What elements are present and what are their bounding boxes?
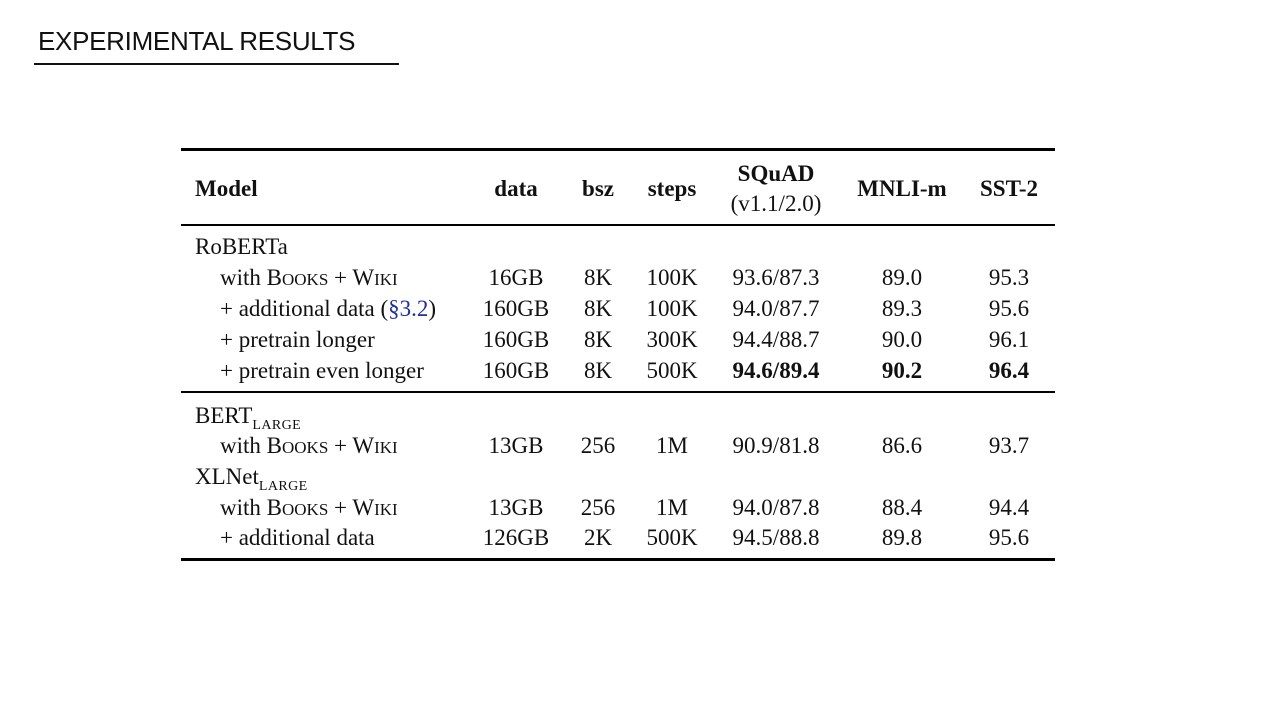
cell-mnli: 89.3 (881, 296, 923, 321)
cell-data: 16GB (488, 265, 544, 290)
row-label: + additional data (§3.2) (220, 296, 437, 321)
cell-steps: 500K (646, 358, 698, 383)
cell-steps: 100K (646, 296, 698, 321)
cell-sst: 95.3 (988, 265, 1030, 290)
group-xlnet: XLNet$_{LARGE}$ (195, 464, 308, 494)
cell-data: 160GB (482, 327, 550, 352)
section-ref-link[interactable]: §3.2 (388, 296, 429, 321)
cell-squad: 93.6/87.3 (732, 265, 820, 290)
cell-squad-best: 94.6/89.4 (732, 358, 820, 383)
cell-bsz: 8K (583, 296, 613, 321)
cell-data: 126GB (482, 525, 550, 550)
group-roberta: RoBERTa (195, 234, 288, 259)
header-data: data (494, 176, 538, 201)
cell-sst-best: 96.4 (988, 358, 1030, 383)
header-mnli: MNLI-m (857, 176, 947, 201)
row-label: with BOOKS + WIKI (220, 495, 398, 520)
cell-sst: 94.4 (988, 495, 1030, 520)
cell-steps: 1M (656, 433, 688, 458)
header-model: Model (195, 176, 258, 201)
cell-mnli: 86.6 (881, 433, 923, 458)
cell-mnli: 89.0 (881, 265, 923, 290)
cell-steps: 100K (646, 265, 698, 290)
cell-data: 160GB (482, 358, 550, 383)
cell-sst: 95.6 (988, 296, 1030, 321)
cell-squad: 94.0/87.8 (732, 495, 820, 520)
cell-data: 13GB (488, 433, 544, 458)
cell-squad: 94.4/88.7 (732, 327, 820, 352)
cell-data: 13GB (488, 495, 544, 520)
header-bsz: bsz (582, 176, 614, 201)
cell-mnli: 89.8 (881, 525, 923, 550)
cell-mnli: 88.4 (881, 495, 923, 520)
cell-sst: 95.6 (988, 525, 1030, 550)
cell-squad: 94.5/88.8 (732, 525, 820, 550)
header-steps: steps (647, 176, 697, 201)
row-label: with BOOKS + WIKI (220, 433, 398, 458)
header-sst: SST-2 (980, 176, 1038, 201)
cell-bsz: 8K (583, 265, 613, 290)
cell-steps: 1M (656, 495, 688, 520)
cell-bsz: 256 (580, 433, 616, 458)
table-top-rule (181, 148, 1055, 151)
cell-steps: 300K (646, 327, 698, 352)
header-squad-sub: (v1.1/2.0) (730, 191, 822, 216)
cell-mnli-best: 90.2 (881, 358, 923, 383)
cell-steps: 500K (646, 525, 698, 550)
cell-sst: 93.7 (988, 433, 1030, 458)
cell-bsz: 2K (583, 525, 613, 550)
cell-mnli: 90.0 (881, 327, 923, 352)
group-bert: $BERT_{LARGE}$ (195, 403, 302, 433)
slide-title: EXPERIMENTAL RESULTS (38, 26, 356, 56)
table-bottom-rule (181, 558, 1055, 561)
cell-data: 160GB (482, 296, 550, 321)
cell-bsz: 256 (580, 495, 616, 520)
row-label: with BOOKS + WIKI (220, 265, 398, 290)
row-label: + pretrain longer (220, 327, 375, 352)
row-label: + pretrain even longer (220, 358, 424, 383)
cell-squad: 94.0/87.7 (732, 296, 820, 321)
table-group-rule (181, 391, 1055, 393)
cell-bsz: 8K (583, 327, 613, 352)
cell-squad: 90.9/81.8 (732, 433, 820, 458)
row-label: + additional data (220, 525, 375, 550)
table-header-rule (181, 224, 1055, 226)
title-underline (34, 63, 399, 65)
cell-sst: 96.1 (988, 327, 1030, 352)
cell-bsz: 8K (583, 358, 613, 383)
header-squad: SQuAD (737, 161, 815, 186)
